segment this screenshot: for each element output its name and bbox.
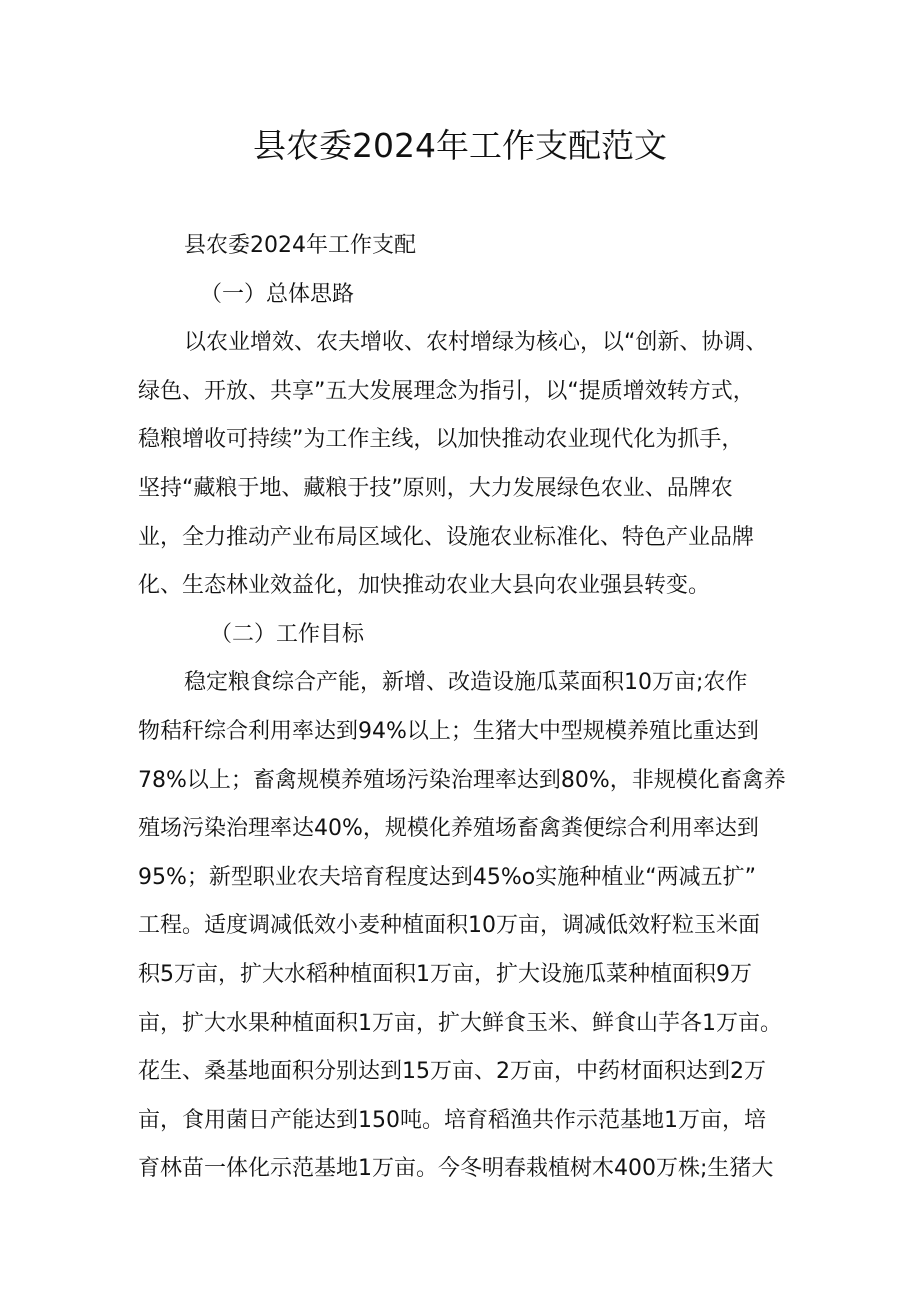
paragraph-line: 亩，食用菌日产能达到150吨。培育稻渔共作示范基地1万亩，培 (138, 1107, 766, 1133)
paragraph-line: 坚持“藏粮于地、藏粮于技”原则，大力发展绿色农业、品牌农 (138, 475, 733, 501)
paragraph-line: 物秸秆综合利用率达到94%以上；生猪大中型规模养殖比重达到 (138, 718, 759, 744)
paragraph-line: 稳粮增收可持续”为工作主线，以加快推动农业现代化为抓手， (138, 427, 744, 453)
section-heading-overall-thinking: （一）总体思路 (200, 281, 355, 307)
paragraph-line: 95%；新型职业农夫培育程度达到45%o实施种植业“两减五扩” (138, 864, 757, 890)
paragraph-line: 化、生态林业效益化，加快推动农业大县向农业强县转变。 (138, 573, 711, 599)
document-heading: 县农委2024年工作支配 (184, 233, 416, 258)
paragraph-line: 积5万亩，扩大水稻种植面积1万亩，扩大设施瓜菜种植面积9万 (138, 961, 752, 987)
section-heading-work-goals: （二）工作目标 (210, 621, 365, 647)
paragraph-line: 殖场污染治理率达40%，规模化养殖场畜禽粪便综合利用率达到 (138, 816, 759, 842)
paragraph-line: 育林苗一体化示范基地1万亩。今冬明春栽植树木400万株;生猪大 (138, 1156, 774, 1182)
document-title: 县农委2024年工作支配范文 (253, 126, 667, 165)
paragraph-line: 78%以上；畜禽规模养殖场污染治理率达到80%，非规模化畜禽养 (138, 767, 786, 793)
document-body (138, 222, 788, 1194)
paragraph-line: 稳定粮食综合产能，新增、改造设施瓜菜面积10万亩;农作 (184, 670, 748, 696)
paragraph-line: 花生、桑基地面积分别达到15万亩、2万亩，中药材面积达到2万 (138, 1059, 766, 1085)
paragraph-line: 业，全力推动产业布局区域化、设施农业标准化、特色产业品牌 (138, 524, 755, 550)
paragraph-line: 工程。适度调减低效小麦种植面积10万亩，调减低效籽粒玉米面 (138, 913, 760, 939)
paragraph-line: 绿色、开放、共享”五大发展理念为指引，以“提质增效转方式， (138, 378, 755, 404)
paragraph-line: 以农业增效、农夫增收、农村增绿为核心，以“创新、协调、 (184, 330, 768, 356)
paragraph-line: 亩，扩大水果种植面积1万亩，扩大鲜食玉米、鲜食山芋各1万亩。 (138, 1010, 782, 1036)
